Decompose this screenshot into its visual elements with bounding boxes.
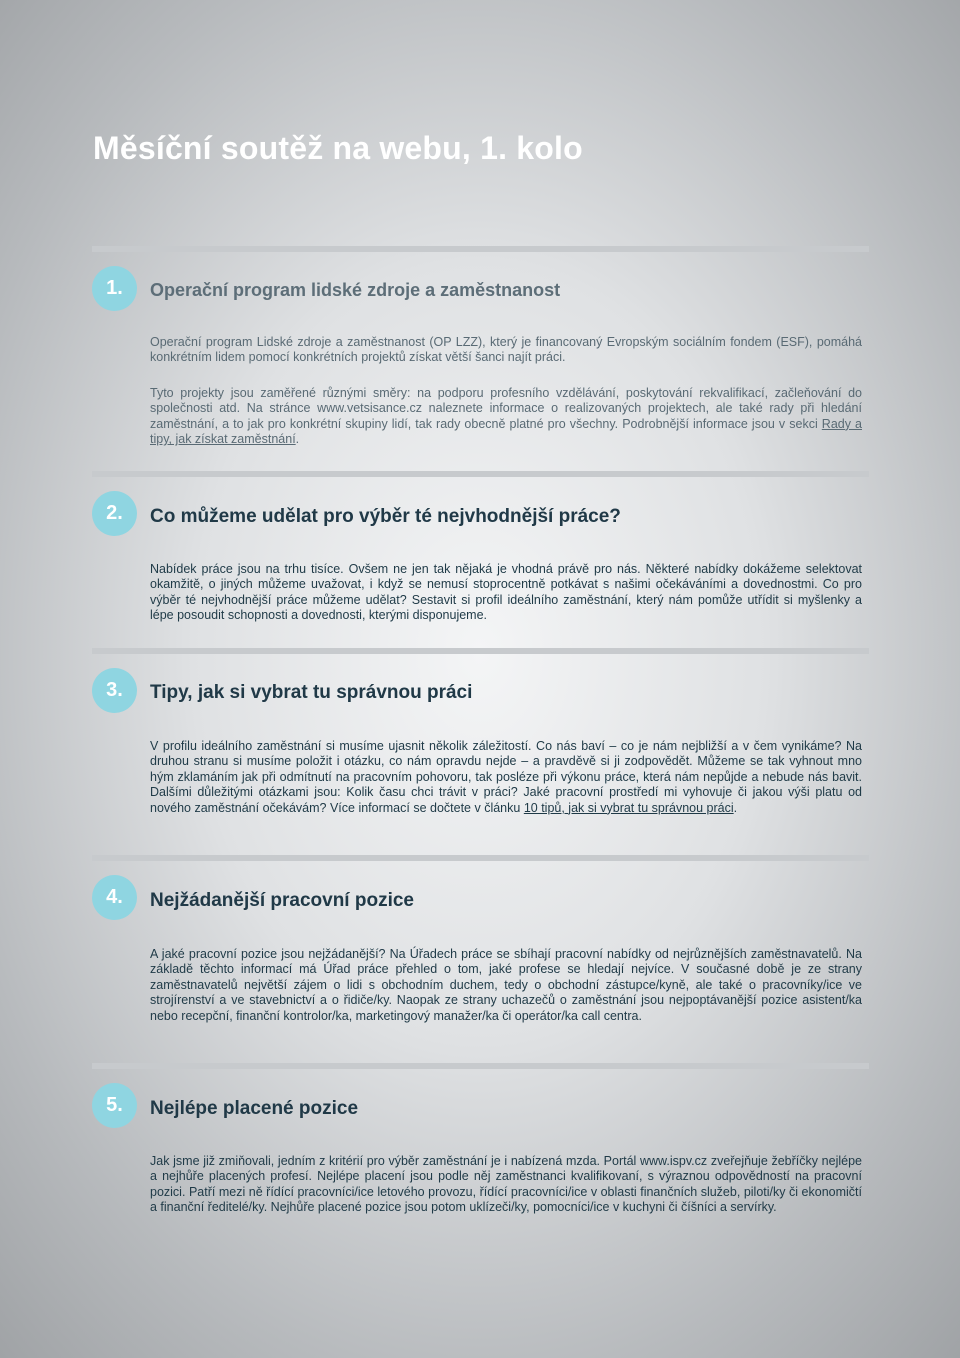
- section-number-badge: 2.: [92, 491, 137, 536]
- section-1-paragraph-2: Tyto projekty jsou zaměřené různými směry: na podporu profesního vzdělávání, poskytování rekvalifikací, začleňování do společnosti atd. Na stránce www.vetsisance.cz naleznete informace o realizovaných projektech, ale také rady při hledání zaměstnání, a to jak pro konkrétní skupiny lidí, tak rady obecně platné pro všechny. Podrobnější informace jsou v sekci Rady a tipy, jak získat zaměstnání.: [150, 386, 862, 447]
- section-divider: [92, 1063, 869, 1069]
- section-1-paragraph-1: Operační program Lidské zdroje a zaměstnanost (OP LZZ), který je financovaný Evropským sociálním fondem (ESF), pomáhá konkrétním lidem pomocí konkrétních projektů získat větší šanci najít práci.: [150, 335, 862, 365]
- section-number-badge: 4.: [92, 875, 137, 920]
- section-divider: [92, 855, 869, 861]
- section-3-paragraph: V profilu ideálního zaměstnání si musíme ujasnit několik záležitostí. Co nás baví – co je nám nejbližší a v čem vynikáme? Na druhou stranu si musíme položit i otázku, co nám opravdu nejde – a pravděvě si ji zodpovědět. Můžeme se tak vyhnout mno hým zklamáním jak při odmítnutí na pracovním pohovoru, tak posléze při výkonu práce, která nám nepůjde a nebude nás bavit. Dalšími důležitými otázkami jsou: Kolik času chci trávit v práci? Jaké pracovní prostředí mi vyhovuje či jakou výši platu od nového zaměstnání očekávám? Více informací se dočtete v článku 10 tipů, jak si vybrat tu správnou práci.: [150, 739, 862, 815]
- rady-a-tipy-link[interactable]: Rady a tipy, jak získat zaměstnání: [150, 416, 862, 447]
- section-divider: [92, 246, 869, 252]
- section-heading: Nejžádanější pracovní pozice: [150, 890, 414, 911]
- section-heading: Operační program lidské zdroje a zaměstnanost: [150, 280, 561, 300]
- section-5-paragraph: Jak jsme již zmiňovali, jedním z kritérií pro výběr zaměstnání je i nabízená mzda. Portál www.ispv.cz zveřejňuje žebříčky nejlépe a nejhůře placených profesí. Nejlépe placení jsou podle něj zaměstnanci kvalifikovaní, s výraznou odpovědností na pracovní pozici. Patří mezi ně řídící pracovníci/ice letového provozu, řídící pracovníci/ice v oblasti finančních služeb, piloti/ky či ekonomičtí a finanční ředitelé/ky. Nejhůře placené pozice jsou potom uklízeči/ky, pomocníci/ice v kuchyni či číšníci a servírky.: [150, 1154, 862, 1215]
- section-4-paragraph: A jaké pracovní pozice jsou nejžádanější? Na Úřadech práce se sbíhají pracovní nabídky od nejrůznějších zaměstnavatelů. Na základě těchto informací má Úřad práce přehled o tom, jaké profese se hledají nejvíce. V současné době je ze strany zaměstnavatelů největší zájem o lidi s obchodním duchem, tedy o obchodní zástupce/kyně, ale také o pracovníky/ice ve strojírenství a ve stavebnictví a o řidiče/ky. Naopak ze strany uchazečů o zaměstnání jsou nejpoptávanější pozice asistent/ka nebo recepční, finanční kontrolor/ka, marketingový manažer/ka či operátor/ka call centra.: [150, 947, 862, 1023]
- section-number-badge: 3.: [92, 668, 137, 713]
- section-heading: Nejlépe placené pozice: [150, 1098, 359, 1119]
- tipy-article-link[interactable]: 10 tipů, jak si vybrat tu správnou práci: [523, 800, 734, 815]
- section-number-badge: 1.: [92, 266, 137, 311]
- section-2-paragraph: Nabídek práce jsou na trhu tisíce. Ovšem ne jen tak nějaká je vhodná právě pro nás. Některé nabídky dokážeme selektovat okamžitě, o jiných můžeme uvažovat, i když se nemusí stoprocentně potkávat s našimi očekáváními a dovednostmi. Co pro výběr té nejvhodnější práce můžeme udělat? Sestavit si profil ideálního zaměstnání, který nám pomůže utřídit si myšlenky a lépe posoudit schopnosti a dovednosti, kterými disponujeme.: [150, 562, 862, 623]
- section-divider: [92, 648, 869, 654]
- section-number-badge: 5.: [92, 1083, 137, 1128]
- section-divider: [92, 471, 869, 477]
- section-heading: Tipy, jak si vybrat tu správnou práci: [150, 682, 473, 703]
- page-title: Měsíční soutěž na webu, 1. kolo: [93, 130, 583, 166]
- section-heading: Co můžeme udělat pro výběr té nejvhodnější práce?: [150, 506, 621, 527]
